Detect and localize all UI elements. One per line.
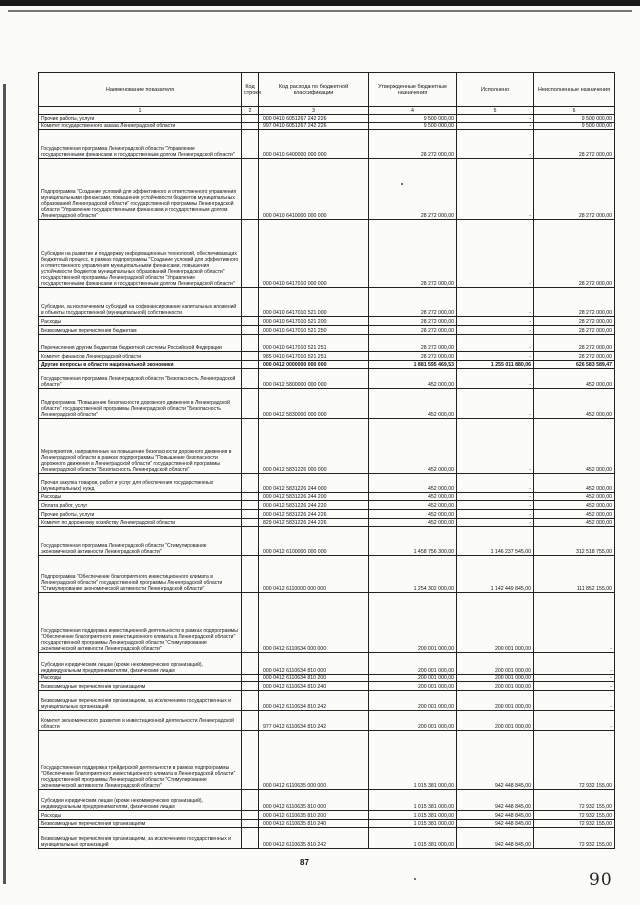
budget-execution-table [38,72,615,849]
row-executed: 942 448 845,00 [457,810,534,819]
row-name: Безвозмездные перечисления организациям, за исключением государственных и муниципальных организаций [39,690,242,711]
table-row [39,828,615,849]
row-name: Комитет экономического развития и инвестиционной деятельности Ленинградской области [39,711,242,730]
row-name: Субсидии на развитие и поддержку информационных технологий, обеспечивающих бюджетный процесс, в рамках подпрограммы "Создание условий для эффективного и ответственного управления муниципальными финансами, повышения устойчивости бюджетов муниципальных образований Ленинградской области" государственной программы Ленинградской области "Управление государственными финансами и государственным долгом Ленинградской области" [39,220,242,288]
header-executed: Исполнено [457,73,534,107]
row-name: Прочая закупка товаров, работ и услуг для обеспечения государственных (муниципальных) нужд [39,474,242,492]
row-line-code [242,730,259,790]
scan-speck [401,183,403,185]
row-name: Безвозмездные перечисления организациям, за исключением государственных и муниципальных организаций [39,828,242,849]
row-line-code [242,510,259,519]
row-approved: 200 001 000,00 [369,711,457,730]
row-budget-code: 000 0412 6110634 810 200 [259,674,369,682]
row-executed: - [457,352,534,361]
table-row [39,360,615,369]
row-remaining: 9 500 000,00 [534,122,615,130]
row-executed: - [457,115,534,123]
row-approved: 452 000,00 [369,369,457,388]
row-line-code [242,122,259,130]
row-budget-code: 829 0412 5831226 244 226 [259,518,369,527]
row-name: Государственная программа Ленинградской области "Стимулирование экономической активности Ленинградской области" [39,527,242,555]
row-line-code [242,492,259,501]
row-approved: 1 254 302 000,00 [369,555,457,593]
row-line-code [242,652,259,674]
row-executed: 200 001 000,00 [457,674,534,682]
row-approved: 28 272 000,00 [369,326,457,335]
row-approved: 1 015 381 000,00 [369,810,457,819]
row-executed: 942 448 845,00 [457,790,534,811]
table-row [39,115,615,123]
table-row [39,334,615,351]
page-number: 87 [300,858,309,867]
header-unexecuted: Неисполненные назначения [534,73,615,107]
row-budget-code: 000 0410 6051267 242 226 [259,115,369,123]
row-remaining: 452 000,00 [534,419,615,474]
row-line-code [242,593,259,653]
column-number: 2 [242,107,259,115]
row-approved: 9 500 000,00 [369,122,457,130]
table-row [39,220,615,288]
header-name: Наименование показателя [39,73,242,107]
column-number: 3 [259,107,369,115]
row-line-code [242,326,259,335]
row-line-code [242,555,259,593]
row-name: Подпрограмма "Создание условий для эффективного и ответственного управления муниципальными финансами, повышения устойчивости бюджетов муниципальных образований Ленинградской области" государственной программы Ленинградской области "Управление государственными финансами и государственным долгом Ленинградской области" [39,159,242,220]
row-name: Расходы [39,317,242,326]
header-line-code: Код строки [242,73,259,107]
table-row [39,159,615,220]
row-line-code [242,682,259,691]
row-remaining: 452 000,00 [534,474,615,492]
row-remaining: 452 000,00 [534,518,615,527]
row-budget-code: 000 0412 5831226 244 000 [259,474,369,492]
row-remaining: 28 272 000,00 [534,288,615,317]
row-approved: 1 015 381 000,00 [369,790,457,811]
row-approved: 28 272 000,00 [369,317,457,326]
row-line-code [242,317,259,326]
row-executed: - [457,326,534,335]
row-approved: 28 272 000,00 [369,220,457,288]
row-executed: 1 146 237 545,00 [457,527,534,555]
table-row [39,501,615,510]
row-remaining: 28 272 000,00 [534,130,615,159]
table-row [39,369,615,388]
row-line-code [242,501,259,510]
row-executed: - [457,220,534,288]
row-remaining: - [534,652,615,674]
row-remaining: 72 932 155,00 [534,790,615,811]
row-name: Государственная поддержка инвестиционной деятельности в рамках подпрограммы "Обеспечение благоприятного инвестиционного климата в Ленинградской области" государственной программы Ленинградской области "Стимулирование экономической активности Ленинградской области" [39,593,242,653]
row-approved: 200 001 000,00 [369,690,457,711]
row-approved: 452 000,00 [369,510,457,519]
row-executed: 942 448 845,00 [457,828,534,849]
row-remaining: 28 272 000,00 [534,220,615,288]
table-row [39,711,615,730]
row-budget-code: 000 0410 6417010 521 000 [259,288,369,317]
table-row [39,555,615,593]
row-approved: 28 272 000,00 [369,288,457,317]
row-executed: 200 001 000,00 [457,711,534,730]
row-remaining: 72 932 155,00 [534,819,615,828]
row-remaining: 72 932 155,00 [534,730,615,790]
table-row [39,317,615,326]
table-row [39,593,615,653]
table-row [39,492,615,501]
row-approved: 1 015 381 000,00 [369,730,457,790]
row-budget-code: 000 0412 6110635 000 000 [259,730,369,790]
row-budget-code: 000 0412 6110000 000 000 [259,555,369,593]
row-remaining: 452 000,00 [534,369,615,388]
row-executed: 200 001 000,00 [457,593,534,653]
row-line-code [242,352,259,361]
row-executed: 942 448 845,00 [457,819,534,828]
row-budget-code: 000 0412 5800000 000 000 [259,369,369,388]
row-approved: 452 000,00 [369,492,457,501]
table-row [39,730,615,790]
table-body [39,115,615,849]
table-row [39,690,615,711]
table-row [39,130,615,159]
row-name: Безвозмездные перечисления организациям [39,819,242,828]
row-remaining: - [534,711,615,730]
row-name: Мероприятия, направленные на повышение безопасности дорожного движения в Ленинградской области в рамках подпрограммы "Повышение безопасности дорожного движения в Ленинградской области" государственной программы Ленинградской области "Безопасность Ленинградской области" [39,419,242,474]
row-name: Государственная поддержка трейдерской деятельности в рамках подпрограммы "Обеспечение благоприятного инвестиционного климата в Ленинградской области" государственной программы Ленинградской области "Стимулирование экономической активности Ленинградской области" [39,730,242,790]
row-remaining: - [534,682,615,691]
row-approved: 200 001 000,00 [369,682,457,691]
table-row [39,527,615,555]
row-name: Расходы [39,674,242,682]
table-row [39,682,615,691]
row-executed: - [457,317,534,326]
row-name: Государственная программа Ленинградской области "Управление государственными финансами и государственным долгом Ленинградской области" [39,130,242,159]
row-approved: 1 458 756 300,00 [369,527,457,555]
table-row [39,510,615,519]
row-line-code [242,288,259,317]
row-line-code [242,518,259,527]
row-approved: 200 001 000,00 [369,674,457,682]
row-line-code [242,388,259,418]
row-approved: 452 000,00 [369,419,457,474]
row-executed: - [457,130,534,159]
table-row [39,674,615,682]
row-budget-code: 000 0412 0000000 000 000 [259,360,369,369]
column-number: 6 [534,107,615,115]
row-name: Прочие работы, услуги [39,115,242,123]
row-name: Безвозмездные перечисления бюджетам [39,326,242,335]
row-remaining: - [534,690,615,711]
row-name: Расходы [39,492,242,501]
row-line-code [242,115,259,123]
row-line-code [242,810,259,819]
row-approved: 28 272 000,00 [369,130,457,159]
row-approved: 452 000,00 [369,474,457,492]
row-remaining: - [534,593,615,653]
row-approved: 200 001 000,00 [369,652,457,674]
row-line-code [242,360,259,369]
row-name: Комитет финансов Ленинградской области [39,352,242,361]
row-remaining: 452 000,00 [534,388,615,418]
row-approved: 200 001 000,00 [369,593,457,653]
row-executed: 200 001 000,00 [457,690,534,711]
row-executed: - [457,492,534,501]
row-executed: 200 001 000,00 [457,682,534,691]
row-approved: 28 272 000,00 [369,352,457,361]
row-name: Расходы [39,810,242,819]
row-line-code [242,674,259,682]
table-row [39,352,615,361]
row-name: Субсидии, за исключением субсидий на софинансирование капитальных вложений в объекты государственной (муниципальной) собственности [39,288,242,317]
column-number: 4 [369,107,457,115]
header-budget-code: Код расхода по бюджетной классификации [259,73,369,107]
row-name: Безвозмездные перечисления организациям [39,682,242,691]
column-number: 1 [39,107,242,115]
row-name: Перечисления другим бюджетам бюджетной системы Российской Федерации [39,334,242,351]
row-approved: 28 272 000,00 [369,334,457,351]
row-budget-code: 000 0410 6417010 521 250 [259,326,369,335]
row-approved: 1 881 595 469,53 [369,360,457,369]
scan-top-line [8,10,632,12]
row-executed: 942 448 845,00 [457,730,534,790]
row-name: Подпрограмма "Повышение безопасности дорожного движения в Ленинградской области" государственной программы Ленинградской области "Безопасность Ленинградской области" [39,388,242,418]
row-executed: - [457,369,534,388]
row-approved: 28 272 000,00 [369,159,457,220]
row-approved: 452 000,00 [369,518,457,527]
row-budget-code: 000 0410 6410000 000 000 [259,159,369,220]
table-row [39,790,615,811]
row-name: Комитет по дорожному хозяйству Ленинградской области [39,518,242,527]
row-remaining: 28 272 000,00 [534,326,615,335]
row-name: Комитет государственного заказа Ленинградской области [39,122,242,130]
table-row [39,518,615,527]
row-line-code [242,369,259,388]
row-budget-code: 000 0412 5831226 000 000 [259,419,369,474]
row-budget-code: 000 0410 6400000 000 000 [259,130,369,159]
row-budget-code: 000 0410 6417010 521 200 [259,317,369,326]
row-executed: - [457,518,534,527]
row-budget-code: 000 0412 5831226 244 220 [259,501,369,510]
row-remaining: 452 000,00 [534,492,615,501]
row-remaining: 28 272 000,00 [534,352,615,361]
row-remaining: 626 583 589,47 [534,360,615,369]
row-approved: 1 015 381 000,00 [369,819,457,828]
row-executed: 1 142 449 845,00 [457,555,534,593]
row-executed: - [457,510,534,519]
row-name: Другие вопросы в области национальной экономики [39,360,242,369]
table-row [39,326,615,335]
row-name: Субсидии юридическим лицам (кроме некоммерческих организаций), индивидуальным предпринимателям, физическим лицам [39,790,242,811]
row-budget-code: 977 0412 6110634 810 242 [259,711,369,730]
row-line-code [242,474,259,492]
row-line-code [242,790,259,811]
row-budget-code: 000 0412 6110634 810 000 [259,652,369,674]
table-row [39,122,615,130]
row-executed: - [457,334,534,351]
column-number: 5 [457,107,534,115]
row-budget-code: 000 0412 5831226 244 226 [259,510,369,519]
row-budget-code: 985 0410 6417010 521 251 [259,352,369,361]
row-remaining: 28 272 000,00 [534,159,615,220]
row-line-code [242,690,259,711]
row-executed: 1 255 011 880,06 [457,360,534,369]
row-line-code [242,711,259,730]
row-approved: 9 500 000,00 [369,115,457,123]
row-name: Субсидии юридическим лицам (кроме некоммерческих организаций), индивидуальным предпринимателям, физическим лицам [39,652,242,674]
scan-speck [414,878,416,880]
row-line-code [242,334,259,351]
scan-top-border [0,0,640,6]
row-line-code [242,220,259,288]
row-name: Подпрограмма "Обеспечение благоприятного инвестиционного климата в Ленинградской области" государственной программы Ленинградской области "Стимулирование экономической активности Ленинградской области" [39,555,242,593]
header-approved: Утвержденные бюджетные назначения [369,73,457,107]
row-budget-code: 000 0412 6110634 000 000 [259,593,369,653]
row-executed: - [457,122,534,130]
row-name: Прочие работы, услуги [39,510,242,519]
row-remaining: - [534,674,615,682]
row-line-code [242,419,259,474]
row-remaining: 452 000,00 [534,510,615,519]
row-executed: 200 001 000,00 [457,652,534,674]
row-remaining: 452 000,00 [534,501,615,510]
row-executed: - [457,159,534,220]
row-line-code [242,828,259,849]
table-row [39,288,615,317]
row-budget-code: 000 0412 6110635 810 200 [259,810,369,819]
row-budget-code: 000 0412 6110635 810 240 [259,819,369,828]
row-remaining: 28 272 000,00 [534,334,615,351]
row-name: Государственная программа Ленинградской области "Безопасность Ленинградской области" [39,369,242,388]
scan-left-edge [3,84,6,884]
row-budget-code: 997 0410 6051267 242 226 [259,122,369,130]
row-remaining: 312 518 755,00 [534,527,615,555]
row-line-code [242,130,259,159]
row-executed: - [457,288,534,317]
row-executed: - [457,388,534,418]
row-budget-code: 000 0412 5830000 000 000 [259,388,369,418]
row-budget-code: 000 0412 6110634 810 242 [259,690,369,711]
row-approved: 452 000,00 [369,501,457,510]
row-executed: - [457,419,534,474]
row-executed: - [457,474,534,492]
row-line-code [242,527,259,555]
row-budget-code: 000 0412 5831226 244 200 [259,492,369,501]
row-remaining: 72 932 155,00 [534,828,615,849]
row-budget-code: 000 0412 6110634 810 240 [259,682,369,691]
table-row [39,474,615,492]
row-budget-code: 000 0410 6417010 521 251 [259,334,369,351]
row-approved: 452 000,00 [369,388,457,418]
row-line-code [242,819,259,828]
handwritten-sheet-number: 90 [589,870,613,890]
row-budget-code: 000 0410 6417010 000 000 [259,220,369,288]
row-remaining: 111 852 155,00 [534,555,615,593]
table-header-row [39,73,615,107]
table-row [39,388,615,418]
table-row [39,819,615,828]
row-name: Оплата работ, услуг [39,501,242,510]
row-line-code [242,159,259,220]
row-executed: - [457,501,534,510]
row-remaining: 72 932 155,00 [534,810,615,819]
table-row [39,419,615,474]
row-remaining: 9 500 000,00 [534,115,615,123]
table-row [39,652,615,674]
row-approved: 1 015 381 000,00 [369,828,457,849]
column-number-row [39,107,615,115]
row-budget-code: 000 0412 6100000 000 000 [259,527,369,555]
row-remaining: 28 272 000,00 [534,317,615,326]
row-budget-code: 000 0412 6110635 810 000 [259,790,369,811]
row-budget-code: 000 0412 6110635 810 242 [259,828,369,849]
table-row [39,810,615,819]
